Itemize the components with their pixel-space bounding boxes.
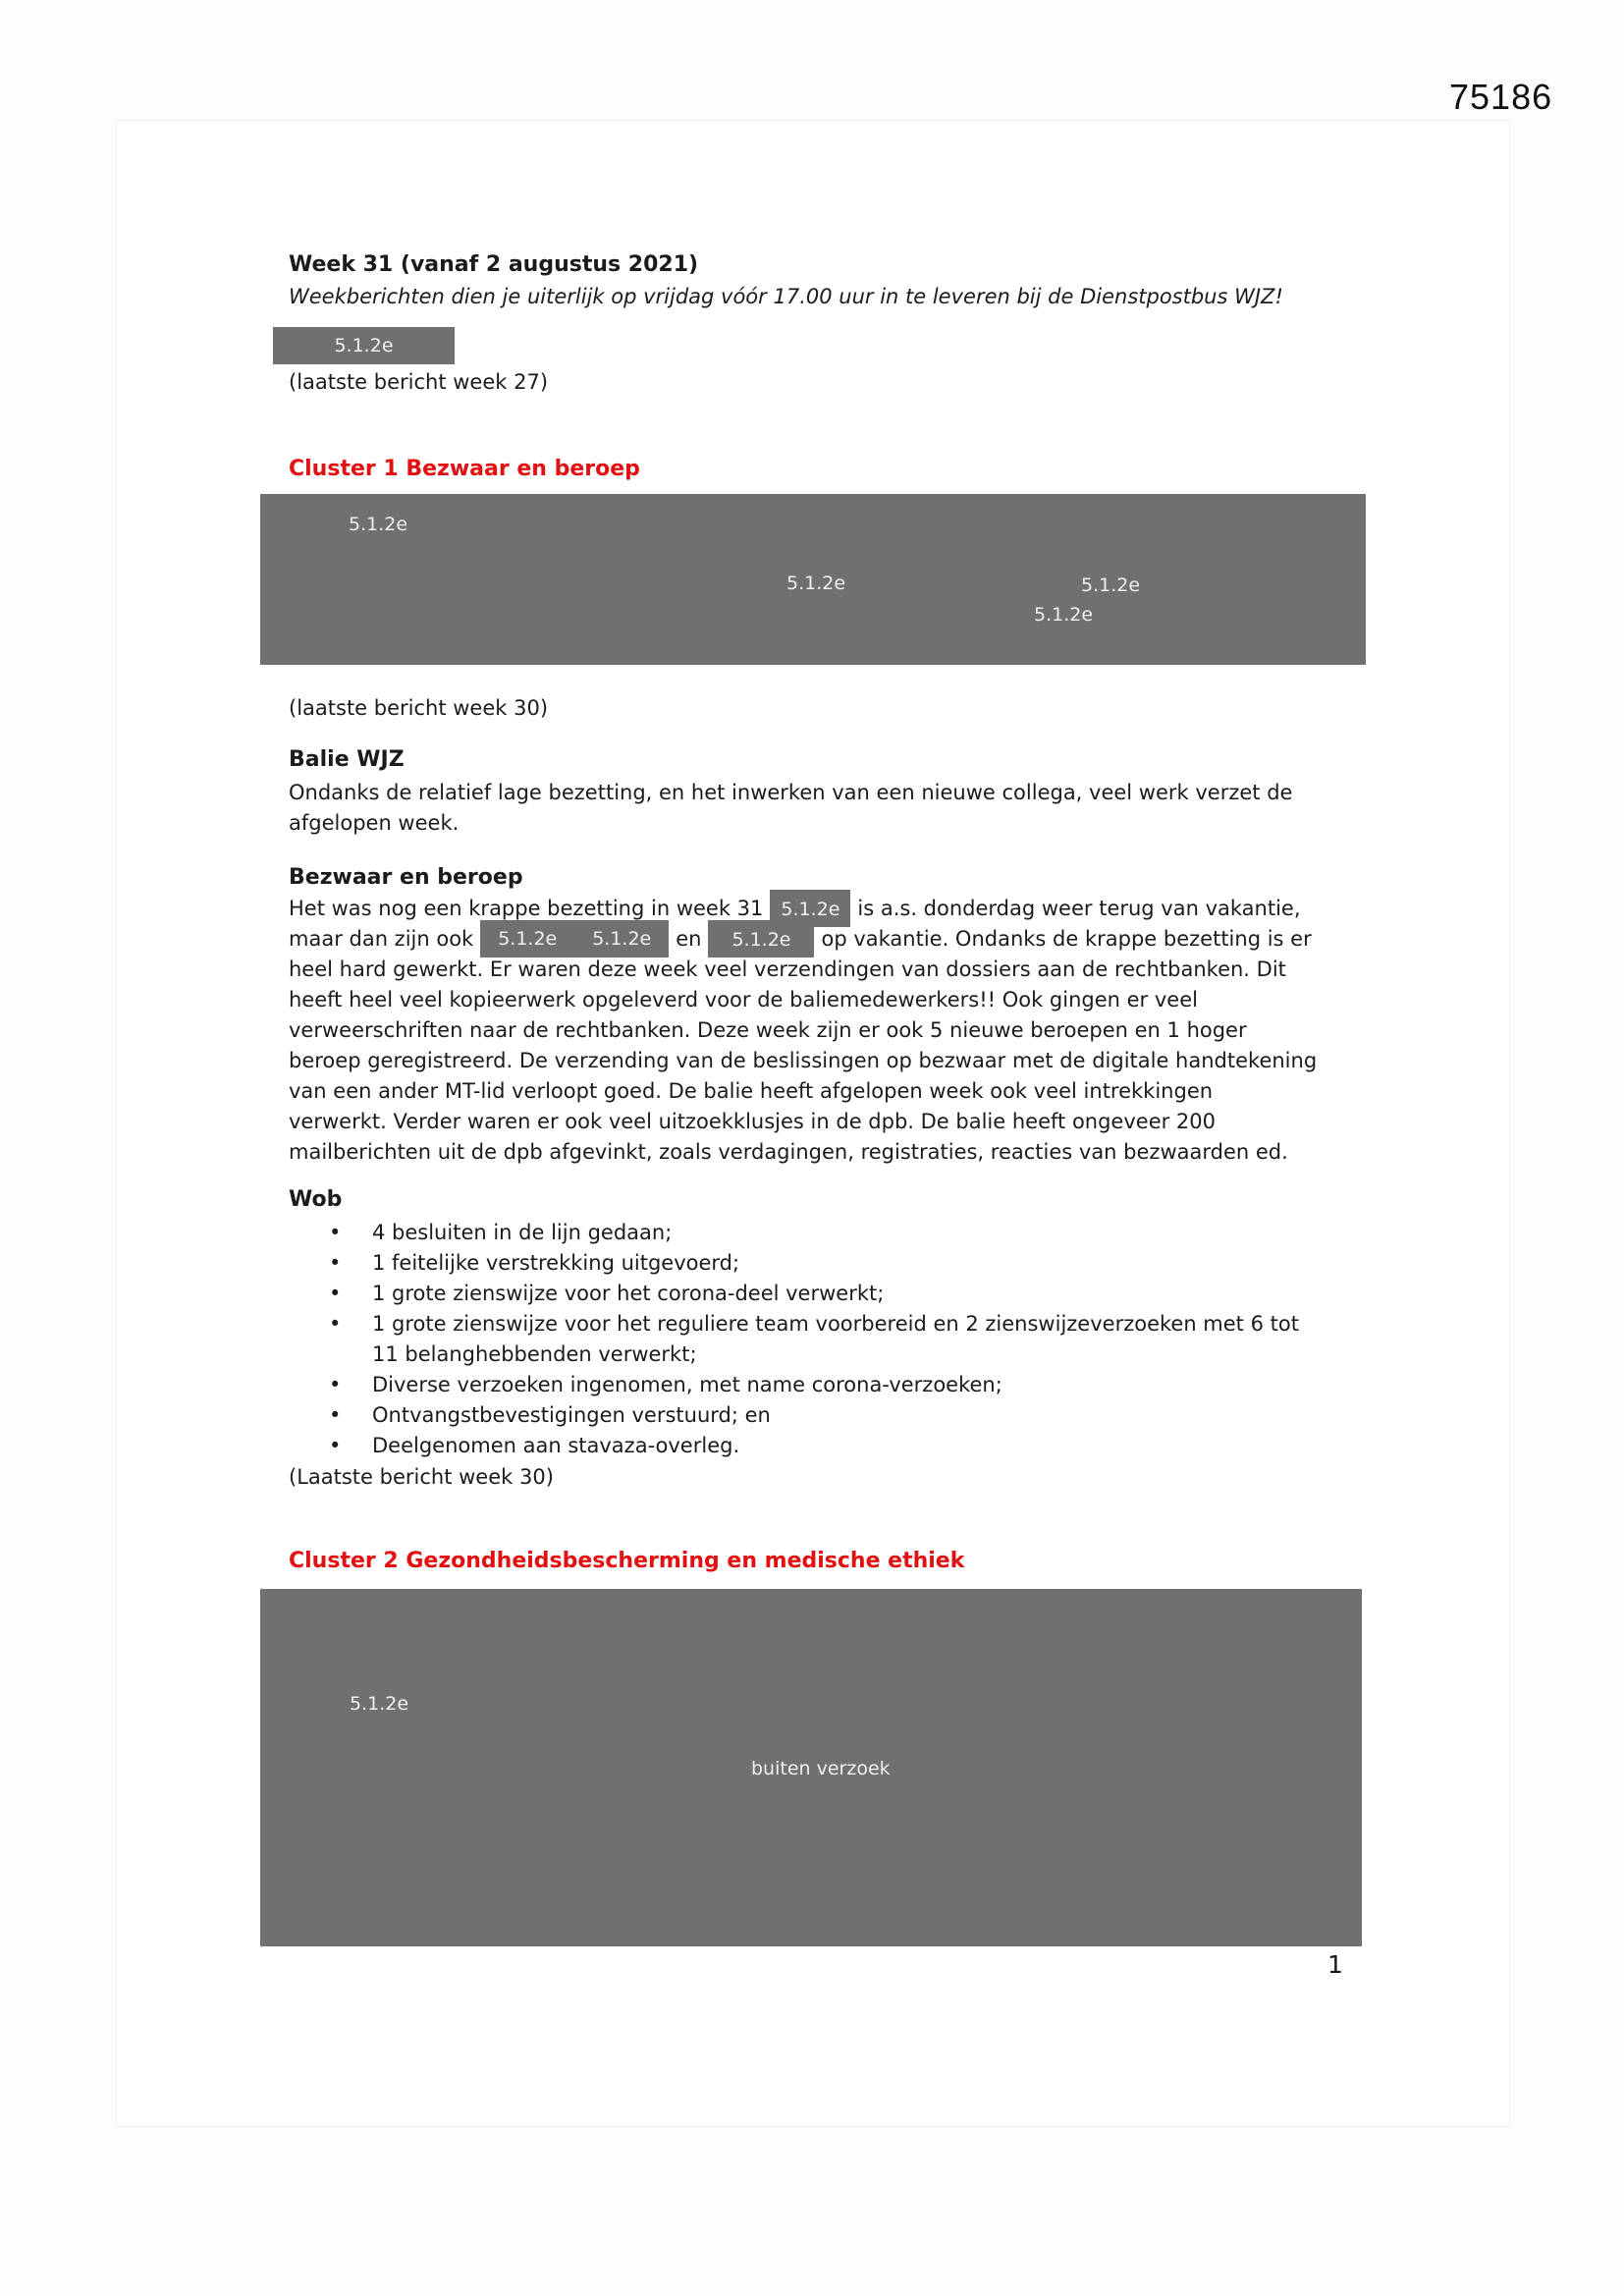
text-segment: Het was nog een krappe bezetting in week 31 bbox=[289, 897, 764, 920]
bullet-item: • Deelgenomen aan stavaza-overleg. bbox=[289, 1431, 1299, 1461]
buiten-verzoek-label: buiten verzoek bbox=[751, 1758, 891, 1779]
text-segment: is a.s. donderdag weer terug van vakantie, bbox=[857, 897, 1301, 920]
laatste-bericht-week-30: (laatste bericht week 30) bbox=[289, 696, 549, 720]
text-segment: maar dan zijn ook bbox=[289, 927, 474, 951]
paragraph-line: heeft heel veel kopieerwerk opgeleverd voor de baliemedewerkers!! Ook gingen er veel bbox=[289, 988, 1198, 1011]
redaction-box-inline bbox=[708, 920, 814, 957]
bullet-item: • 1 feitelijke verstrekking uitgevoerd; bbox=[289, 1248, 1299, 1279]
redaction-label: 5.1.2e bbox=[786, 573, 846, 594]
paragraph-line: heel hard gewerkt. Er waren deze week veel verzendingen van dossiers aan de rechtbanken. Dit bbox=[289, 957, 1286, 981]
redaction-label: 5.1.2e bbox=[1034, 604, 1094, 626]
bullet-item: • 1 grote zienswijze voor het reguliere team voorbereid en 2 zienswijzeverzoeken met 6 tot bbox=[289, 1309, 1299, 1339]
redaction-label: 5.1.2e bbox=[592, 927, 652, 950]
bullet-item: • Diverse verzoeken ingenomen, met name corona-verzoeken; bbox=[289, 1370, 1299, 1400]
wob-bullet-list bbox=[289, 1218, 1299, 1461]
bezwaar-beroep-title: Bezwaar en beroep bbox=[289, 865, 523, 890]
redaction-label: 5.1.2e bbox=[781, 898, 840, 920]
paragraph-line: verweerschriften naar de rechtbanken. Deze week zijn er ook 5 nieuwe beroepen en 1 hoger bbox=[289, 1018, 1247, 1042]
redaction-box-small bbox=[273, 327, 455, 364]
bullet-item: • 1 grote zienswijze voor het corona-deel verwerkt; bbox=[289, 1279, 1299, 1309]
redaction-box-cluster1 bbox=[260, 494, 1366, 665]
bezwaar-beroep-paragraph bbox=[289, 894, 1317, 1168]
paragraph-line: mailberichten uit de dpb afgevinkt, zoals verdagingen, registraties, reacties van bezwaarden ed. bbox=[289, 1140, 1288, 1164]
laatste-bericht-week-30-wob: (Laatste bericht week 30) bbox=[289, 1465, 554, 1489]
paragraph-line: van een ander MT-lid verloopt goed. De balie heeft afgelopen week ook veel intrekkingen bbox=[289, 1079, 1214, 1103]
bullet-item-continuation: 11 belanghebbenden verwerkt; bbox=[372, 1342, 697, 1366]
redaction-label: 5.1.2e bbox=[349, 514, 408, 535]
redaction-label: 5.1.2e bbox=[498, 927, 558, 950]
balie-wjz-title: Balie WJZ bbox=[289, 747, 405, 772]
paragraph-line: beroep geregistreerd. De verzending van de beslissingen op bezwaar met de digitale handtekening bbox=[289, 1049, 1318, 1072]
week-title: Week 31 (vanaf 2 augustus 2021) bbox=[289, 252, 699, 277]
document-id-number: 75186 bbox=[1449, 77, 1553, 117]
cluster2-heading: Cluster 2 Gezondheidsbescherming en medische ethiek bbox=[289, 1549, 965, 1573]
wob-title: Wob bbox=[289, 1187, 343, 1212]
paragraph-line: afgelopen week. bbox=[289, 811, 460, 835]
redaction-box-inline bbox=[480, 920, 669, 957]
laatste-bericht-week-27: (laatste bericht week 27) bbox=[289, 370, 549, 394]
text-segment: en bbox=[676, 927, 702, 951]
week-subtitle: Weekberichten dien je uiterlijk op vrijdag vóór 17.00 uur in te leveren bij de Dienstpostbus WJZ! bbox=[289, 285, 1283, 308]
redaction-box-cluster2 bbox=[260, 1589, 1362, 1946]
text-segment: op vakantie. Ondanks de krappe bezetting is er bbox=[821, 927, 1312, 951]
redaction-label: 5.1.2e bbox=[1081, 574, 1141, 596]
redaction-label: 5.1.2e bbox=[350, 1693, 409, 1715]
paragraph-line: Ondanks de relatief lage bezetting, en het inwerken van een nieuwe collega, veel werk verzet de bbox=[289, 781, 1293, 804]
cluster1-heading: Cluster 1 Bezwaar en beroep bbox=[289, 457, 640, 481]
page-number: 1 bbox=[1327, 1950, 1343, 1979]
redaction-label: 5.1.2e bbox=[731, 928, 791, 951]
bullet-item: • Ontvangstbevestigingen verstuurd; en bbox=[289, 1400, 1299, 1431]
bullet-item: • 4 besluiten in de lijn gedaan; bbox=[289, 1218, 1299, 1248]
balie-wjz-paragraph bbox=[289, 778, 1292, 839]
redaction-label: 5.1.2e bbox=[334, 335, 394, 356]
paragraph-line bbox=[289, 924, 1317, 955]
paragraph-line: verwerkt. Verder waren er ook veel uitzoekklusjes in de dpb. De balie heeft ongeveer 200 bbox=[289, 1110, 1217, 1133]
